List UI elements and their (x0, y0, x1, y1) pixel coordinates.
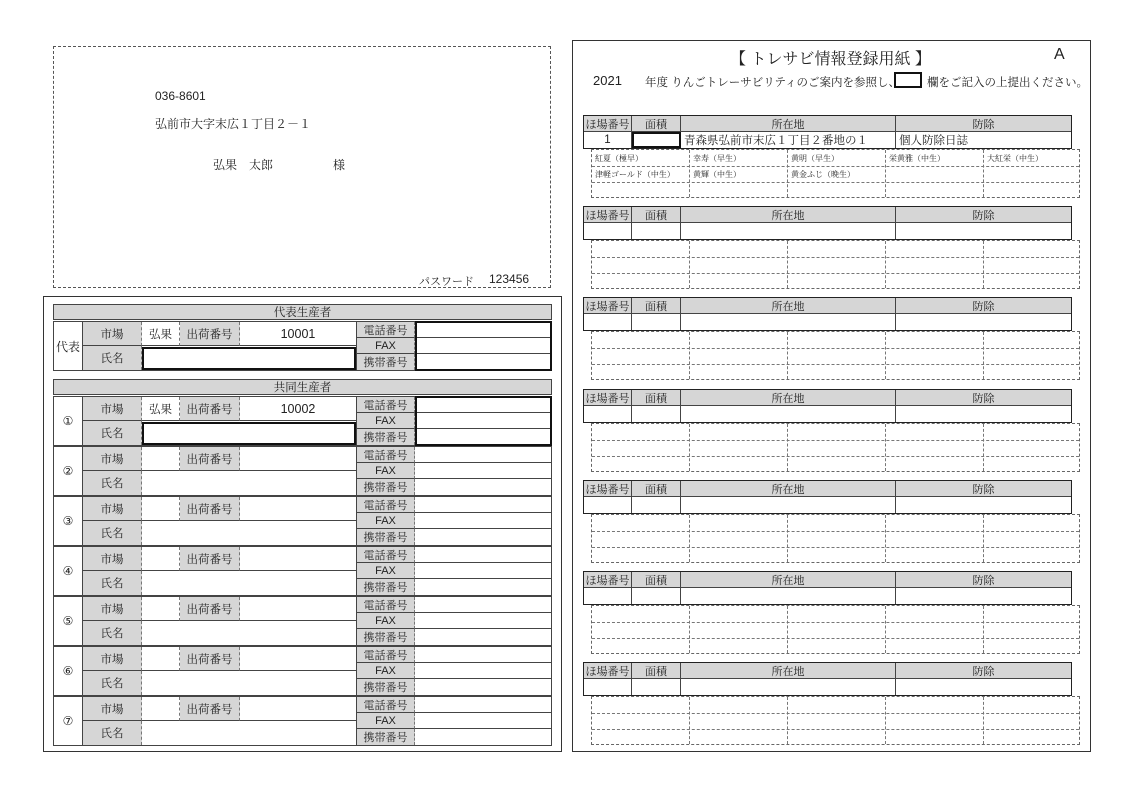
fax-field[interactable] (415, 713, 551, 729)
field-number-header: ほ場番号 (584, 298, 632, 314)
fax-label: FAX (356, 663, 415, 679)
field-header-table (583, 571, 1072, 605)
form-letter: A (1054, 46, 1065, 63)
postal-code: 036-8601 (155, 89, 206, 103)
variety-grid (591, 605, 1080, 654)
grid-line (885, 697, 886, 744)
field-spray-value[interactable] (896, 497, 1071, 513)
field-spray-header: 防除 (896, 116, 1071, 132)
grid-line (689, 332, 690, 379)
field-number-value[interactable] (584, 223, 632, 239)
grid-line (592, 364, 1079, 365)
field-number-header: ほ場番号 (584, 116, 632, 132)
phone-label: 電話番号 (356, 497, 415, 513)
fax-label: FAX (356, 413, 415, 429)
mobile-field[interactable] (415, 479, 551, 495)
field-spray-header: 防除 (896, 207, 1071, 223)
field-area-value[interactable] (632, 588, 681, 604)
field-number-header: ほ場番号 (584, 663, 632, 679)
phone-label: 電話番号 (356, 322, 415, 338)
joint-row-number: ⑦ (54, 697, 83, 745)
phone-field[interactable] (415, 697, 551, 713)
grid-line (787, 515, 788, 562)
name-label: 氏名 (83, 671, 142, 695)
shipping-number-label: 出荷番号 (180, 697, 240, 721)
field-area-header: 面積 (632, 481, 681, 497)
shipping-number-value[interactable]: 10002 (240, 397, 356, 421)
grid-line (592, 273, 1079, 274)
phone-label: 電話番号 (356, 397, 415, 413)
shipping-number-label: 出荷番号 (180, 647, 240, 671)
grid-line (787, 241, 788, 288)
mobile-label: 携帯番号 (356, 529, 415, 545)
rep-side-label: 代表 (54, 322, 83, 370)
joint-row-number-block (53, 446, 552, 496)
variety-label: 黄輝（中生） (693, 170, 741, 179)
phone-label: 電話番号 (356, 697, 415, 713)
grid-line (885, 241, 886, 288)
shipping-number-label: 出荷番号 (180, 397, 240, 421)
rep-side-label-block (53, 321, 552, 371)
phone-label: 電話番号 (356, 447, 415, 463)
password-label: パスワード (419, 276, 474, 288)
phone-field[interactable] (415, 647, 551, 663)
grid-line (983, 424, 984, 471)
fax-label: FAX (356, 563, 415, 579)
name-label: 氏名 (83, 421, 142, 445)
shipping-number-value[interactable] (240, 597, 356, 621)
mobile-field[interactable] (415, 579, 551, 595)
form-title: 【 トレサビ情報登録用紙 】 (730, 51, 931, 68)
mobile-label: 携帯番号 (356, 479, 415, 495)
field-location-value[interactable] (681, 223, 896, 239)
grid-line (689, 150, 690, 197)
fax-label: FAX (356, 713, 415, 729)
field-area-value[interactable] (632, 223, 681, 239)
field-spray-header: 防除 (896, 390, 1071, 406)
variety-grid (591, 514, 1080, 563)
phone-label: 電話番号 (356, 597, 415, 613)
joint-row-number: ③ (54, 497, 83, 545)
mobile-label: 携帯番号 (356, 629, 415, 645)
grid-line (983, 332, 984, 379)
market-label: 市場 (83, 597, 142, 621)
joint-row-number-block (53, 546, 552, 596)
grid-line (983, 150, 984, 197)
joint-row-number-block (53, 596, 552, 646)
password-value: 123456 (489, 272, 530, 286)
phone-field[interactable] (415, 597, 551, 613)
field-location-header: 所在地 (681, 298, 896, 314)
field-number-header: ほ場番号 (584, 481, 632, 497)
field-location-header: 所在地 (681, 390, 896, 406)
shipping-number-value[interactable] (240, 497, 356, 521)
joint-row-number-block (53, 646, 552, 696)
phone-field[interactable] (415, 447, 551, 463)
field-spray-value[interactable] (896, 406, 1071, 422)
fax-label: FAX (356, 513, 415, 529)
field-number-header: ほ場番号 (584, 390, 632, 406)
name-label: 氏名 (83, 571, 142, 595)
mobile-label: 携帯番号 (356, 729, 415, 745)
field-header-table (583, 389, 1072, 423)
field-location-value[interactable]: 青森県弘前市末広１丁目２番地の１ (681, 132, 896, 148)
shipping-number-label: 出荷番号 (180, 547, 240, 571)
variety-label: 大紅栄（中生） (987, 154, 1043, 163)
name-label: 氏名 (83, 346, 142, 370)
shipping-number-value[interactable] (240, 647, 356, 671)
grid-line (885, 606, 886, 653)
market-label: 市場 (83, 497, 142, 521)
field-location-header: 所在地 (681, 116, 896, 132)
grid-line (787, 332, 788, 379)
fax-label: FAX (356, 463, 415, 479)
joint-producer-title: 共同生産者 (53, 379, 552, 395)
name-field[interactable] (142, 422, 356, 445)
shipping-number-value[interactable] (240, 697, 356, 721)
grid-line (592, 348, 1079, 349)
field-spray-header: 防除 (896, 481, 1071, 497)
mobile-field[interactable] (415, 679, 551, 695)
joint-row-number: ⑤ (54, 597, 83, 645)
field-spray-header: 防除 (896, 298, 1071, 314)
field-number-value[interactable]: 1 (584, 132, 632, 148)
market-label: 市場 (83, 322, 142, 346)
fax-field[interactable] (415, 513, 551, 529)
joint-row-number-block (53, 396, 552, 446)
market-value[interactable] (142, 497, 180, 521)
mobile-label: 携帯番号 (356, 679, 415, 695)
field-header-table (583, 115, 1072, 149)
field-area-value[interactable] (632, 497, 681, 513)
field-header-table (583, 480, 1072, 514)
grid-line (689, 697, 690, 744)
market-label: 市場 (83, 697, 142, 721)
field-spray-value[interactable] (896, 588, 1071, 604)
grid-line (787, 697, 788, 744)
market-value[interactable] (142, 647, 180, 671)
name-field[interactable] (142, 521, 356, 545)
field-location-header: 所在地 (681, 207, 896, 223)
name-field[interactable] (142, 721, 356, 745)
market-label: 市場 (83, 447, 142, 471)
shipping-number-value[interactable] (240, 447, 356, 471)
market-value[interactable] (142, 697, 180, 721)
grid-line (787, 424, 788, 471)
grid-line (689, 606, 690, 653)
field-number-value[interactable] (584, 588, 632, 604)
mobile-field[interactable] (415, 529, 551, 545)
field-location-header: 所在地 (681, 572, 896, 588)
fax-field[interactable] (415, 463, 551, 479)
grid-line (983, 697, 984, 744)
instruction-text-a: 年度 りんごトレーサビリティのご案内を参照し、 (645, 77, 901, 89)
grid-line (592, 456, 1079, 457)
market-value[interactable] (142, 597, 180, 621)
variety-label: 紅夏（極早） (595, 154, 643, 163)
instruction-text-b: 欄をご記入の上提出ください。 (927, 77, 1088, 89)
grid-line (592, 638, 1079, 639)
grid-line (787, 150, 788, 197)
field-header-table (583, 662, 1072, 696)
fax-field[interactable] (415, 663, 551, 679)
variety-grid (591, 696, 1080, 745)
grid-line (885, 150, 886, 197)
mobile-label: 携帯番号 (356, 429, 415, 445)
shipping-number-value[interactable]: 10001 (240, 322, 356, 346)
grid-line (592, 729, 1079, 730)
contact-highlight-frame (415, 396, 552, 446)
variety-grid (591, 423, 1080, 472)
rep-producer-title: 代表生産者 (53, 304, 552, 320)
variety-label: 黄明（早生） (791, 154, 839, 163)
grid-line (885, 424, 886, 471)
field-area-header: 面積 (632, 663, 681, 679)
grid-line (689, 241, 690, 288)
phone-field[interactable] (415, 547, 551, 563)
grid-line (592, 440, 1079, 441)
field-location-value[interactable] (681, 497, 896, 513)
name-field[interactable] (142, 347, 356, 370)
shipping-number-label: 出荷番号 (180, 322, 240, 346)
phone-label: 電話番号 (356, 647, 415, 663)
grid-line (689, 424, 690, 471)
recipient-honorific: 様 (333, 158, 346, 172)
field-number-header: ほ場番号 (584, 207, 632, 223)
field-area-value[interactable] (632, 132, 681, 148)
field-location-header: 所在地 (681, 481, 896, 497)
fax-field[interactable] (415, 563, 551, 579)
grid-line (983, 241, 984, 288)
market-value[interactable] (142, 447, 180, 471)
grid-line (689, 515, 690, 562)
grid-line (885, 515, 886, 562)
field-spray-value[interactable] (896, 223, 1071, 239)
field-location-value[interactable] (681, 679, 896, 695)
field-area-header: 面積 (632, 572, 681, 588)
market-value[interactable]: 弘果 (142, 322, 180, 346)
mobile-label: 携帯番号 (356, 354, 415, 370)
grid-line (983, 515, 984, 562)
name-label: 氏名 (83, 621, 142, 645)
grid-line (787, 606, 788, 653)
name-field[interactable] (142, 671, 356, 695)
field-location-value[interactable] (681, 406, 896, 422)
field-spray-header: 防除 (896, 572, 1071, 588)
name-field[interactable] (142, 571, 356, 595)
name-field[interactable] (142, 621, 356, 645)
fax-label: FAX (356, 613, 415, 629)
variety-label: 津軽ゴールド（中生） (595, 170, 675, 179)
field-number-value[interactable] (584, 679, 632, 695)
joint-row-number: ④ (54, 547, 83, 595)
phone-field[interactable] (415, 497, 551, 513)
form-year: 2021 (593, 73, 622, 88)
joint-row-number: ① (54, 397, 83, 445)
name-label: 氏名 (83, 471, 142, 495)
field-area-value[interactable] (632, 314, 681, 330)
phone-label: 電話番号 (356, 547, 415, 563)
mobile-label: 携帯番号 (356, 579, 415, 595)
field-area-value[interactable] (632, 679, 681, 695)
grid-line (983, 606, 984, 653)
field-header-table (583, 206, 1072, 240)
field-spray-value[interactable]: 個人防除日誌 (899, 135, 968, 147)
field-number-value[interactable] (584, 406, 632, 422)
fax-label: FAX (356, 338, 415, 354)
joint-row-number: ② (54, 447, 83, 495)
street-address: 弘前市大字末広１丁目２－１ (155, 117, 312, 131)
field-number-value[interactable] (584, 497, 632, 513)
shipping-number-label: 出荷番号 (180, 447, 240, 471)
grid-line (592, 182, 1079, 183)
field-location-value[interactable] (681, 314, 896, 330)
market-value[interactable]: 弘果 (142, 397, 180, 421)
field-location-value[interactable] (681, 588, 896, 604)
name-label: 氏名 (83, 721, 142, 745)
name-field[interactable] (142, 471, 356, 495)
contact-highlight-frame (415, 321, 552, 371)
field-header-table (583, 297, 1072, 331)
market-value[interactable] (142, 547, 180, 571)
grid-line (592, 547, 1079, 548)
joint-row-number: ⑥ (54, 647, 83, 695)
market-label: 市場 (83, 647, 142, 671)
mobile-field[interactable] (415, 629, 551, 645)
field-spray-value[interactable] (896, 679, 1071, 695)
variety-label: 黄金ふじ（晩生） (791, 170, 855, 179)
field-spray-value[interactable] (896, 314, 1071, 330)
address-box (53, 46, 551, 288)
mobile-field[interactable] (415, 729, 551, 745)
name-label: 氏名 (83, 521, 142, 545)
grid-line (885, 332, 886, 379)
joint-row-number-block (53, 696, 552, 746)
field-area-header: 面積 (632, 298, 681, 314)
example-box (894, 72, 922, 88)
market-label: 市場 (83, 397, 142, 421)
grid-line (592, 531, 1079, 532)
variety-grid (591, 331, 1080, 380)
joint-row-number-block (53, 496, 552, 546)
shipping-number-label: 出荷番号 (180, 597, 240, 621)
field-area-header: 面積 (632, 207, 681, 223)
field-area-header: 面積 (632, 116, 681, 132)
shipping-number-value[interactable] (240, 547, 356, 571)
field-area-value[interactable] (632, 406, 681, 422)
shipping-number-label: 出荷番号 (180, 497, 240, 521)
field-area-header: 面積 (632, 390, 681, 406)
variety-label: 幸寿（早生） (693, 154, 741, 163)
field-number-value[interactable] (584, 314, 632, 330)
grid-line (592, 257, 1079, 258)
grid-line (592, 713, 1079, 714)
grid-line (592, 622, 1079, 623)
variety-label: 栄黄雅（中生） (889, 154, 945, 163)
field-spray-header: 防除 (896, 663, 1071, 679)
grid-line (592, 166, 1079, 167)
recipient-name: 弘果 太郎 (213, 158, 274, 172)
field-number-header: ほ場番号 (584, 572, 632, 588)
field-location-header: 所在地 (681, 663, 896, 679)
market-label: 市場 (83, 547, 142, 571)
variety-grid (591, 240, 1080, 289)
variety-grid (591, 149, 1080, 198)
fax-field[interactable] (415, 613, 551, 629)
